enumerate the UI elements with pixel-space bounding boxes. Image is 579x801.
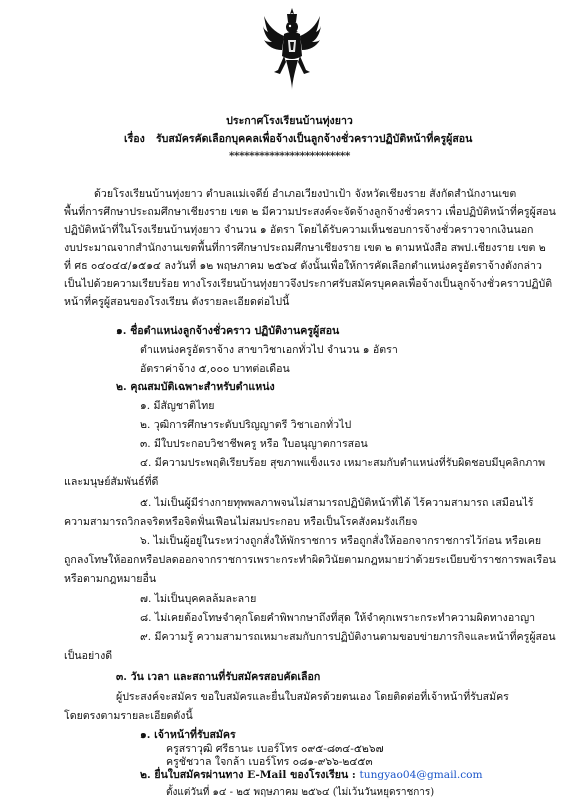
qualification-item: ๖. ไม่เป็นผู้อยู่ในระหว่างถูกสั่งให้พักราชการ หรือถูกสั่งให้ออกจากราชการไว้ก่อน หรือเคย: [140, 535, 542, 547]
qualification-item-cont: ความสามารถวิกลจริตหรือจิตฟั่นเฟือนไม่สมประกอบ หรือเป็นโรคสังคมรังเกียจ: [64, 516, 418, 528]
intro-line: ที่ ศธ ๐๔๐๔๔/๑๕๑๔ ลงวันที่ ๑๒ พฤษภาคม ๒๕๖๔ ดังนั้นเพื่อให้การคัดเลือกตำแหน่งครูอัตราจ้างดังกล่าว: [64, 260, 542, 272]
qualification-item-cont: หรือตามกฎหมายอื่น: [64, 573, 157, 585]
section-3-heading: ๓. วัน เวลา และสถานที่รับสมัครสอบคัดเลือก: [116, 671, 321, 683]
email-submission-line: [140, 768, 483, 782]
intro-line: งบประมาณจากสำนักงานเขตพื้นที่การศึกษาประถมศึกษาเชียงราย เขต ๒ ตามหนังสือ สพป.เชียงราย เขต ๒: [64, 242, 546, 254]
section-3-intro: ผู้ประสงค์จะสมัคร ขอใบสมัครและยื่นใบสมัครด้วยตนเอง โดยติดต่อที่เจ้าหน้าที่รับสมัคร: [116, 691, 509, 703]
qualification-item: ๑. มีสัญชาติไทย: [140, 400, 215, 412]
qualification-item: ๓. มีใบประกอบวิชาชีพครู หรือ ใบอนุญาตการสอน: [140, 438, 368, 450]
application-dates: ตั้งแต่วันที่ ๑๔ - ๒๕ พฤษภาคม ๒๕๖๔ (ไม่เว้นวันหยุดราชการ): [166, 787, 435, 798]
section-3-intro: โดยตรงตามรายละเอียดดังนี้: [64, 710, 193, 722]
school-email-link[interactable]: tungyao04@gmail.com: [359, 769, 483, 781]
intro-line: พื้นที่การศึกษาประถมศึกษาเชียงราย เขต ๒ มีความประสงค์จะจัดจ้างลูกจ้างชั่วคราว เพื่อปฏิบัติหน้าที่ครูผู้สอน: [64, 206, 556, 218]
intro-line: ปฏิบัติหน้าที่ในโรงเรียนบ้านทุ่งยาว จำนวน ๑ อัตรา โดยได้รับความเห็นชอบการจ้างชั่วคราวจากเงินนอก: [64, 224, 534, 236]
qualification-item: ๗. ไม่เป็นบุคคลล้มละลาย: [140, 593, 257, 605]
contact-line: ครูชัชวาล ใจกล้า เบอร์โทร ๐๘๑-๙๖๖-๒๔๕๓: [166, 756, 373, 768]
staff-heading: ๑. เจ้าหน้าที่รับสมัคร: [140, 729, 236, 741]
garuda-emblem: [262, 8, 322, 90]
intro-line: ด้วยโรงเรียนบ้านทุ่งยาว ตำบลแม่เจดีย์ อำเภอเวียงป่าเป้า จังหวัดเชียงราย สังกัดสำนักงานเขต: [94, 188, 517, 200]
section-1-heading: ๑. ชื่อตำแหน่งลูกจ้างชั่วคราว ปฏิบัติงานครูผู้สอน: [116, 325, 340, 337]
qualification-item: ๘. ไม่เคยต้องโทษจำคุกโดยคำพิพากษาถึงที่สุด ให้จำคุกเพราะกระทำความผิดทางอาญา: [140, 612, 536, 624]
qualification-item-cont: ถูกลงโทษให้ออกหรือปลดออกจากราชการเพราะกระทำผิดวินัยตามกฎหมายว่าด้วยระเบียบข้าราชการพลเรือน: [64, 554, 556, 566]
subject-prefix: เรื่อง: [124, 133, 145, 145]
qualification-item: ๕. ไม่เป็นผู้มีร่างกายทุพพลภาพจนไม่สามารถปฏิบัติหน้าที่ได้ ไร้ความสามารถ เสมือนไร้: [140, 497, 534, 509]
intro-line: เป็นไปด้วยความเรียบร้อย ทางโรงเรียนบ้านทุ่งยาวจึงประกาศรับสมัครบุคคลเพื่อจ้างเป็นลูกจ้างชั่วคราวปฏิบัติ: [64, 278, 553, 290]
qualification-item-cont: เป็นอย่างดี: [64, 650, 113, 662]
subject-line: [124, 132, 472, 146]
section-2-heading: ๒. คุณสมบัติเฉพาะสำหรับตำแหน่ง: [116, 381, 275, 393]
announcement-title: ประกาศโรงเรียนบ้านทุ่งยาว: [226, 115, 353, 127]
qualification-item: ๔. มีความประพฤติเรียบร้อย สุขภาพแข็งแรง เหมาะสมกับตำแหน่งที่รับผิดชอบมีบุคลิกภาพ: [140, 457, 546, 469]
section-1-line: ตำแหน่งครูอัตราจ้าง สาขาวิชาเอกทั่วไป จำนวน ๑ อัตรา: [140, 344, 398, 356]
qualification-item-cont: และมนุษย์สัมพันธ์ที่ดี: [64, 476, 159, 488]
qualification-item: ๙. มีความรู้ ความสามารถเหมาะสมกับการปฏิบัติงานตามขอบข่ายภารกิจและหน้าที่ครูผู้สอน: [140, 631, 556, 643]
subject-text: รับสมัครคัดเลือกบุคคลเพื่อจ้างเป็นลูกจ้างชั่วคราวปฏิบัติหน้าที่ครูผู้สอน: [155, 133, 473, 145]
email-heading: ๒. ยื่นใบสมัครผ่านทาง E-Mail ของโรงเรียน :: [140, 769, 356, 781]
intro-line: หน้าที่ครูผู้สอนของโรงเรียน ดังรายละเอียดต่อไปนี้: [64, 296, 290, 308]
contact-line: ครูสราวุฒิ ศรีธานะ เบอร์โทร ๐๙๕-๘๓๔-๕๒๖๗: [166, 743, 384, 755]
divider-stars: ************************: [229, 150, 350, 162]
qualification-item: ๒. วุฒิการศึกษาระดับปริญญาตรี วิชาเอกทั่วไป: [140, 419, 352, 431]
section-1-line: อัตราค่าจ้าง ๕,๐๐๐ บาทต่อเดือน: [140, 363, 290, 375]
